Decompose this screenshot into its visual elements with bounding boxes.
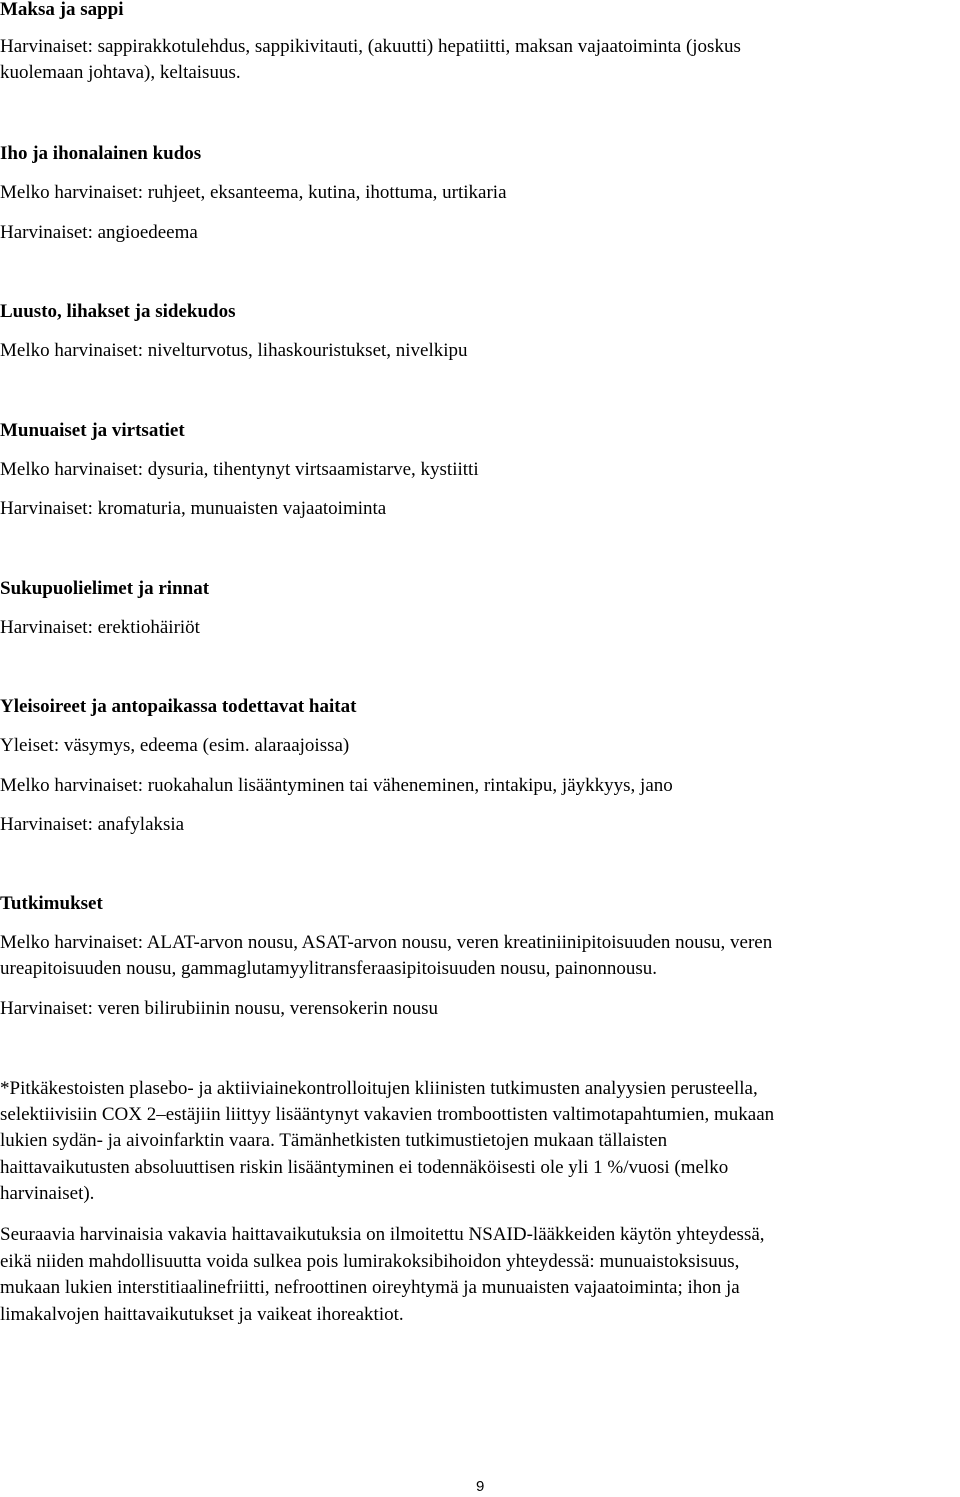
closing-line-3: mukaan lukien interstitiaalinefriitti, nefroottinen oireyhtymä ja munuaisten vajaatoiminta; ihon ja (0, 1277, 740, 1298)
general-text-line-3: Harvinaiset: anafylaksia (0, 814, 185, 835)
footnote-line-2: selektiivisiin COX 2–estäjiin liittyy lisääntynyt vakavien tromboottisten valtimotapahtumien, mukaan (0, 1104, 775, 1125)
skin-text-line-1: Melko harvinaiset: ruhjeet, eksanteema, kutina, ihottuma, urtikaria (0, 182, 507, 203)
musculoskeletal-text-line-1: Melko harvinaiset: nivelturvotus, lihaskouristukset, nivelkipu (0, 340, 468, 361)
liver-text-line-1: Harvinaiset: sappirakkotulehdus, sappikivitauti, (akuutti) hepatiitti, maksan vajaatoiminta (joskus (0, 36, 741, 57)
investigations-text-line-1: Melko harvinaiset: ALAT-arvon nousu, ASAT-arvon nousu, veren kreatiniinipitoisuuden nousu, veren (0, 932, 773, 953)
page-number: 9 (476, 1478, 485, 1495)
investigations-text-line-2: ureapitoisuuden nousu, gammaglutamyylitransferaasipitoisuuden nousu, painonnousu. (0, 958, 657, 979)
section-heading-general: Yleisoireet ja antopaikassa todettavat haitat (0, 696, 357, 717)
footnote-line-5: harvinaiset). (0, 1183, 95, 1204)
closing-line-2: eikä niiden mahdollisuutta voida sulkea pois lumirakoksibihoidon yhteydessä: munuaistoksisuus, (0, 1251, 740, 1272)
general-text-line-1: Yleiset: väsymys, edeema (esim. alaraajoissa) (0, 735, 350, 756)
section-heading-reproductive: Sukupuolielimet ja rinnat (0, 578, 210, 599)
section-heading-renal: Munuaiset ja virtsatiet (0, 420, 185, 441)
section-heading-liver: Maksa ja sappi (0, 0, 124, 20)
closing-line-4: limakalvojen haittavaikutukset ja vaikeat ihoreaktiot. (0, 1304, 404, 1325)
footnote-line-4: haittavaikutusten absoluuttisen riskin lisääntyminen ei todennäköisesti ole yli 1 %/vuosi (melko (0, 1157, 729, 1178)
general-text-line-2: Melko harvinaiset: ruokahalun lisääntyminen tai väheneminen, rintakipu, jäykkyys, jano (0, 775, 673, 796)
section-heading-skin: Iho ja ihonalainen kudos (0, 143, 202, 164)
skin-text-line-2: Harvinaiset: angioedeema (0, 222, 198, 243)
investigations-text-line-3: Harvinaiset: veren bilirubiinin nousu, verensokerin nousu (0, 998, 438, 1019)
renal-text-line-1: Melko harvinaiset: dysuria, tihentynyt virtsaamistarve, kystiitti (0, 459, 479, 480)
footnote-line-3: lukien sydän- ja aivoinfarktin vaara. Tämänhetkisten tutkimustietojen mukaan tällaisten (0, 1130, 668, 1151)
reproductive-text-line-1: Harvinaiset: erektiohäiriöt (0, 617, 200, 638)
liver-text-line-2: kuolemaan johtava), keltaisuus. (0, 62, 241, 83)
section-heading-musculoskeletal: Luusto, lihakset ja sidekudos (0, 301, 236, 322)
renal-text-line-2: Harvinaiset: kromaturia, munuaisten vajaatoiminta (0, 498, 387, 519)
section-heading-investigations: Tutkimukset (0, 893, 103, 914)
footnote-line-1: *Pitkäkestoisten plasebo- ja aktiiviainekontrolloitujen kliinisten tutkimusten analyysien perusteella, (0, 1078, 758, 1099)
closing-line-1: Seuraavia harvinaisia vakavia haittavaikutuksia on ilmoitettu NSAID-lääkkeiden käytön yhteydessä, (0, 1224, 765, 1245)
